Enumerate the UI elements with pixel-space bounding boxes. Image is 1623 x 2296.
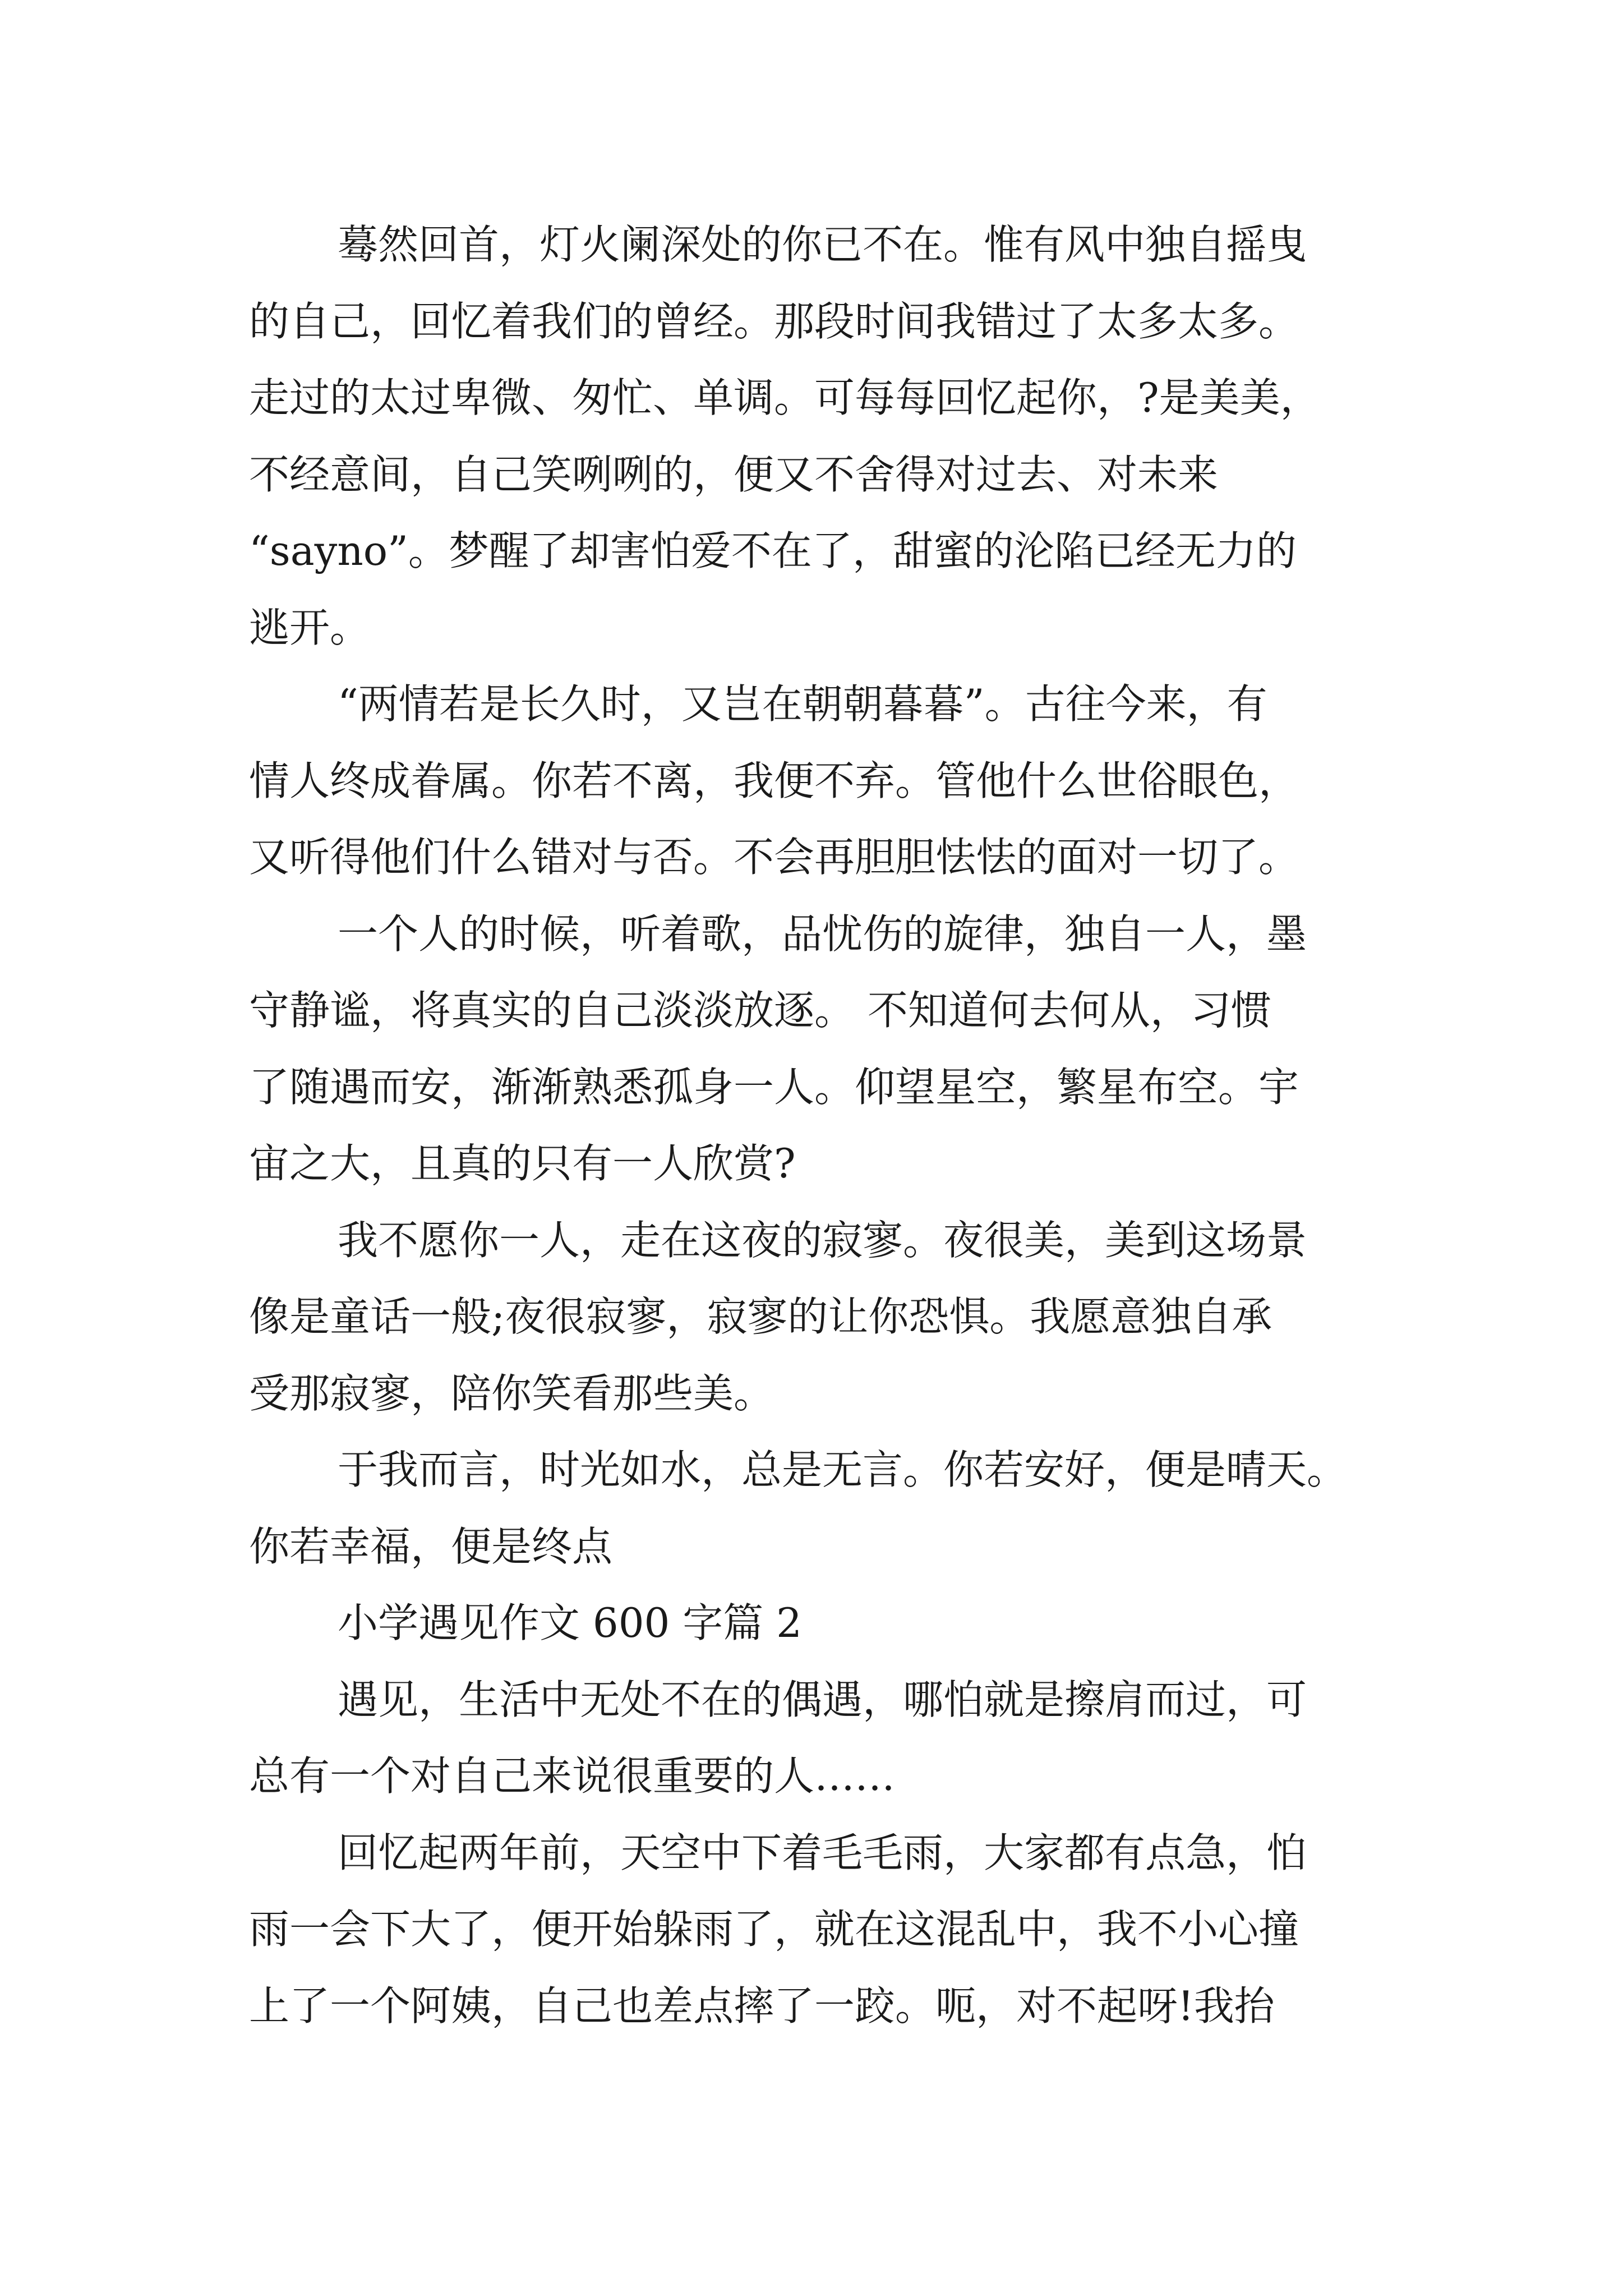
paragraph-line: 受那寂寥，陪你笑看那些美。 <box>249 1369 774 1417</box>
paragraph-line: 又听得他们什么错对与否。不会再胆胆怯怯的面对一切了。 <box>249 834 1299 881</box>
section-heading: 小学遇见作文 600 字篇 2 <box>338 1599 802 1646</box>
paragraph-line: 逃开。 <box>249 604 371 651</box>
paragraph-line: 雨一会下大了，便开始躲雨了，就在这混乱中，我不小心撞 <box>249 1906 1299 1953</box>
paragraph-line: 上了一个阿姨，自己也差点摔了一跤。呃，对不起呀!我抬 <box>249 1982 1275 2030</box>
document-body <box>249 206 1400 2044</box>
paragraph-line: 你若幸福，便是终点 <box>249 1522 613 1570</box>
paragraph-line: “sayno”。梦醒了却害怕爱不在了，甜蜜的沦陷已经无力的 <box>249 527 1297 574</box>
paragraph-line: 总有一个对自己来说很重要的人…… <box>249 1752 896 1800</box>
paragraph-line: 情人终成眷属。你若不离，我便不弃。管他什么世俗眼色， <box>249 757 1299 804</box>
paragraph-line: 守静谧，将真实的自己淡淡放逐。 不知道何去何从，习惯 <box>249 987 1271 1034</box>
paragraph-line: 不经意间，自己笑咧咧的，便又不舍得对过去、对未来 <box>249 450 1219 498</box>
paragraph-line: 一个人的时候，听着歌，品忧伤的旋律，独自一人，墨 <box>338 910 1307 958</box>
paragraph-line: 回忆起两年前，天空中下着毛毛雨，大家都有点急，怕 <box>338 1829 1307 1876</box>
paragraph-line: 宙之大，且真的只有一人欣赏? <box>249 1140 796 1187</box>
paragraph-line: 遇见，生活中无处不在的偶遇，哪怕就是擦肩而过，可 <box>338 1676 1307 1723</box>
paragraph-line: 走过的太过卑微、匆忙、单调。可每每回忆起你，?是美美， <box>249 374 1321 421</box>
paragraph-line: 蓦然回首，灯火阑深处的你已不在。惟有风中独自摇曳 <box>338 221 1307 268</box>
paragraph-line: 的自己，回忆着我们的曾经。那段时间我错过了太多太多。 <box>249 297 1299 345</box>
paragraph-line: “两情若是长久时，又岂在朝朝暮暮”。古往今来，有 <box>338 680 1267 728</box>
paragraph-line: 于我而言，时光如水，总是无言。你若安好，便是晴天。 <box>338 1446 1348 1493</box>
paragraph-line: 了随遇而安，渐渐熟悉孤身一人。仰望星空，繁星布空。宇 <box>249 1063 1299 1111</box>
paragraph-line: 像是童话一般;夜很寂寥，寂寥的让你恐惧。我愿意独自承 <box>249 1293 1272 1340</box>
paragraph-line: 我不愿你一人，走在这夜的寂寥。夜很美，美到这场景 <box>338 1216 1307 1264</box>
